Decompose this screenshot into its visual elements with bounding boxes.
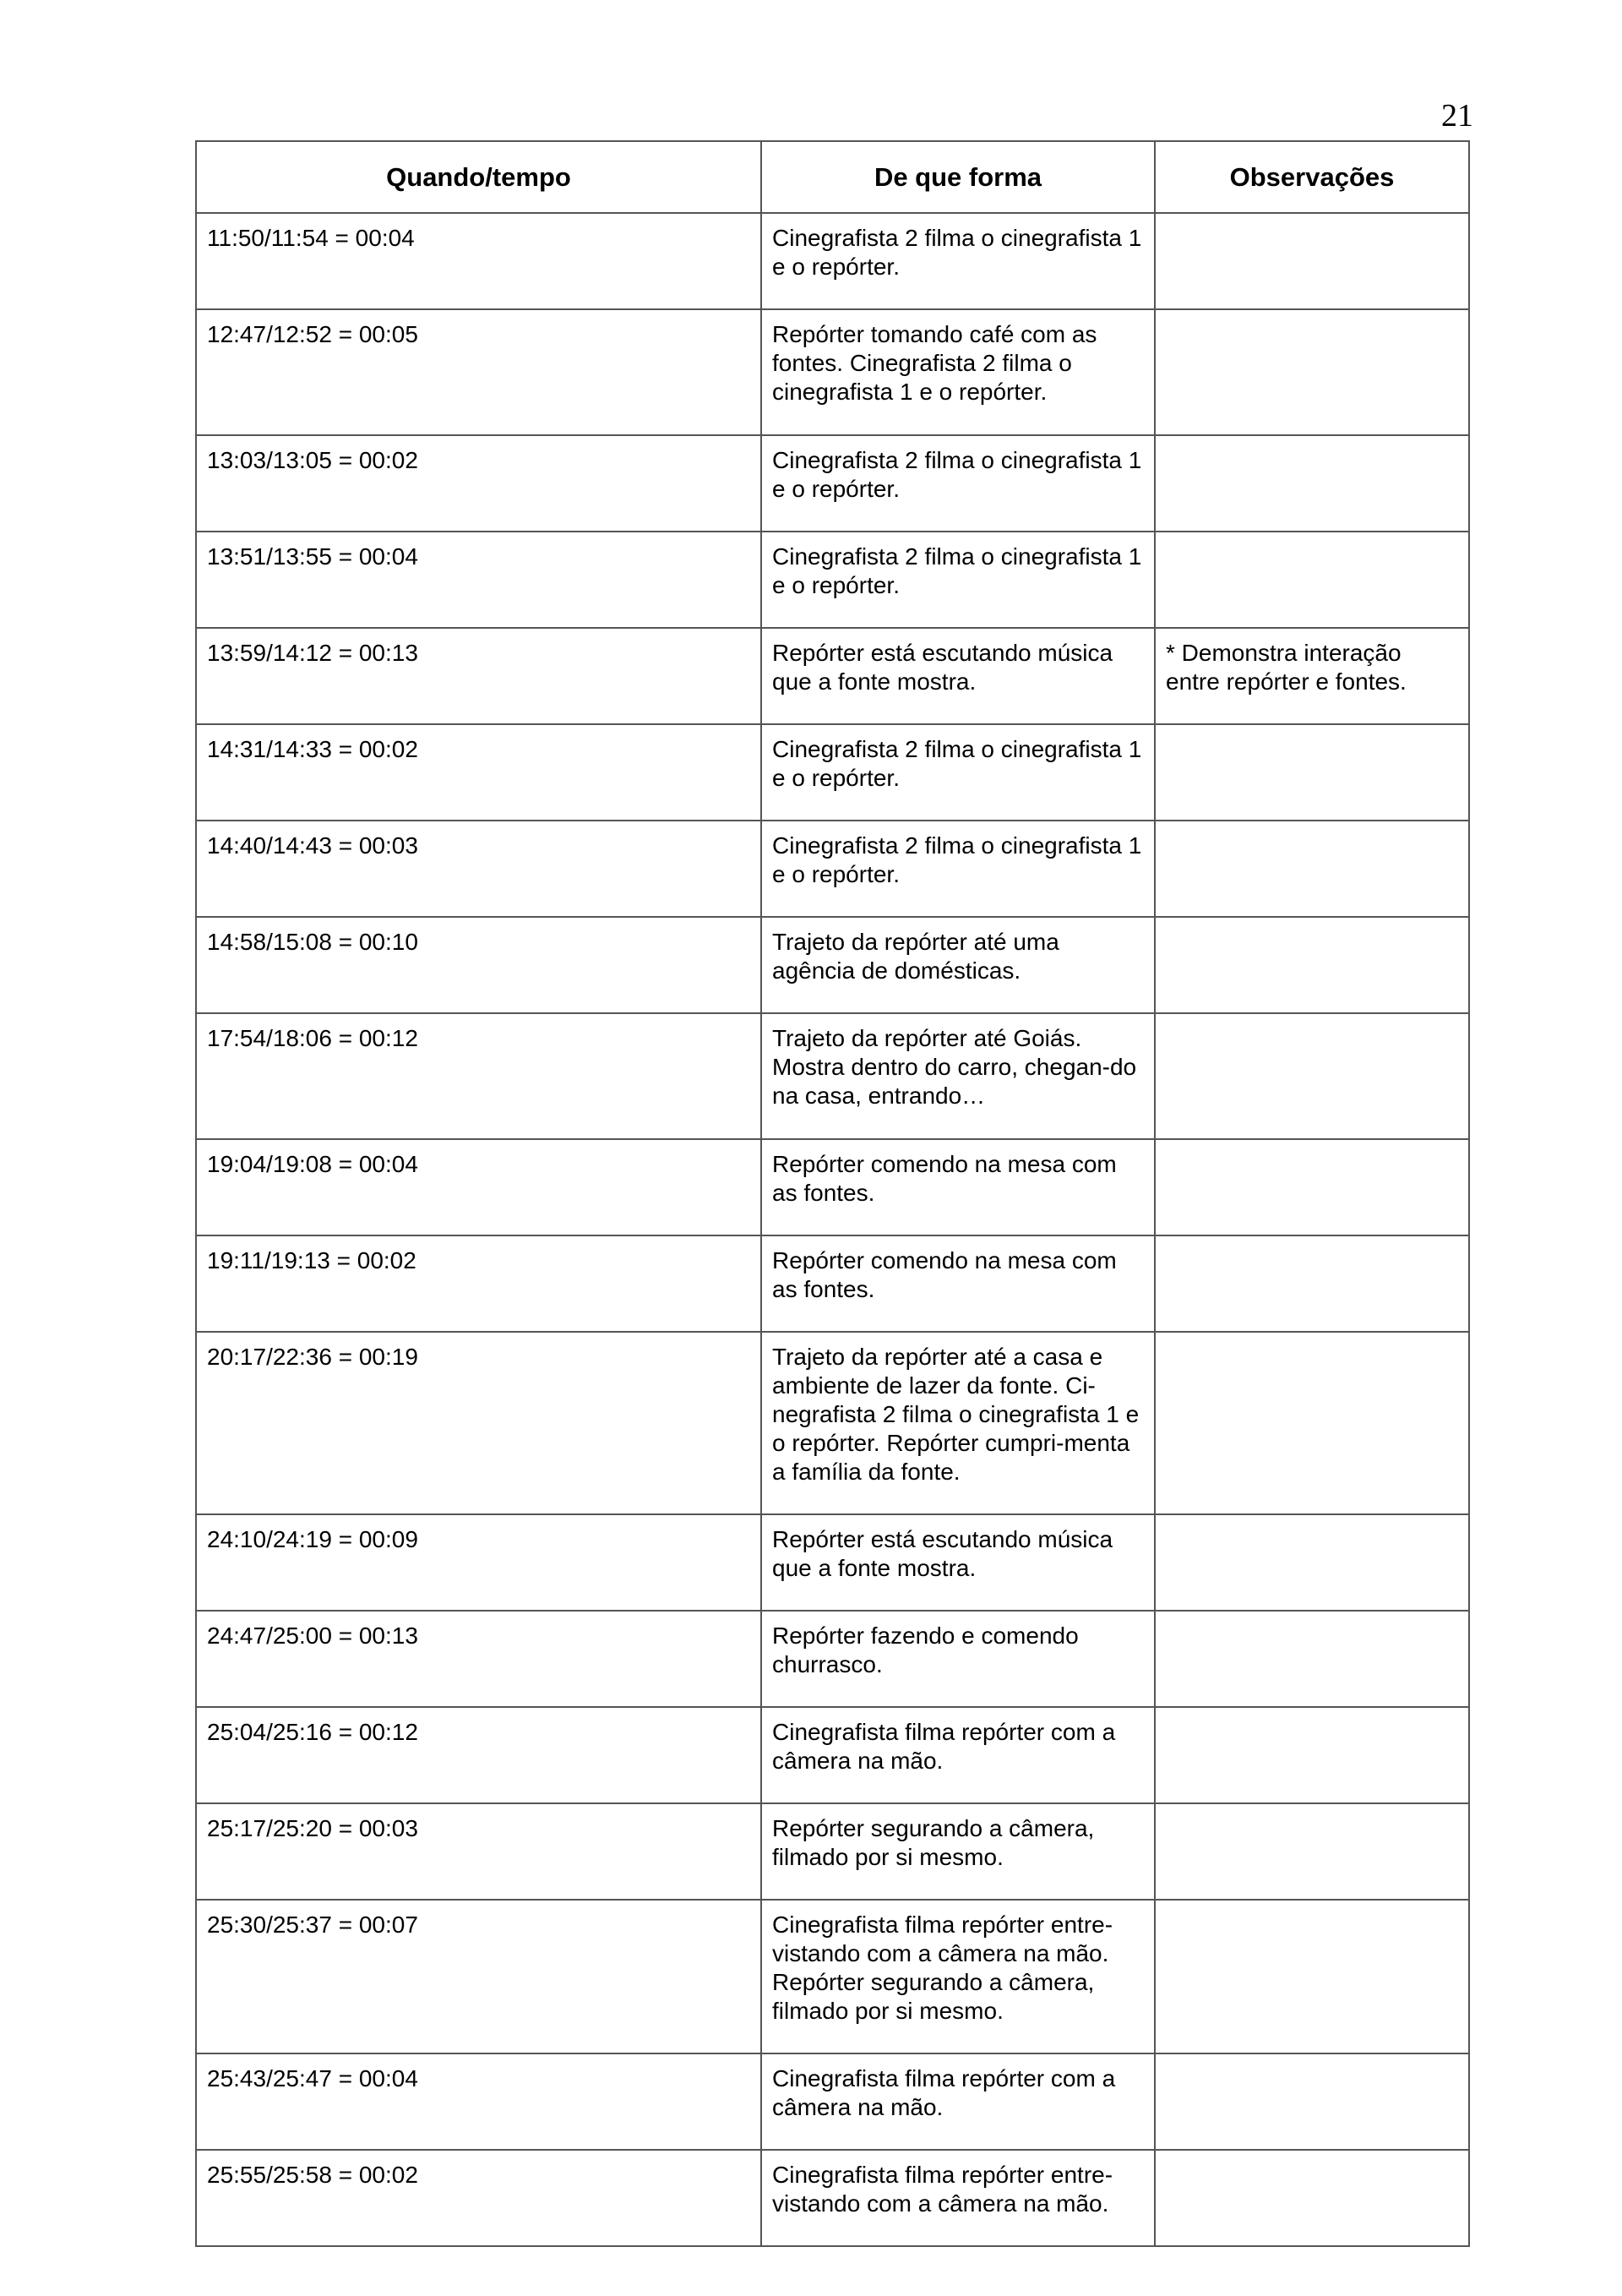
cell-form: Repórter comendo na mesa com as fontes. (761, 1139, 1155, 1235)
cell-form: Cinegrafista 2 filma o cinegrafista 1 e o repórter. (761, 435, 1155, 532)
cell-notes (1155, 435, 1469, 532)
cell-time: 24:10/24:19 = 00:09 (196, 1514, 761, 1611)
cell-notes (1155, 532, 1469, 628)
table-row (196, 724, 1469, 821)
table-row (196, 821, 1469, 917)
cell-notes (1155, 1235, 1469, 1332)
cell-time: 19:11/19:13 = 00:02 (196, 1235, 761, 1332)
cell-notes (1155, 1139, 1469, 1235)
cell-time: 11:50/11:54 = 00:04 (196, 213, 761, 309)
table-row (196, 309, 1469, 435)
cell-form: Cinegrafista 2 filma o cinegrafista 1 e o repórter. (761, 532, 1155, 628)
table-row (196, 532, 1469, 628)
cell-time: 14:31/14:33 = 00:02 (196, 724, 761, 821)
cell-form: Repórter fazendo e comendo churrasco. (761, 1611, 1155, 1707)
table-row (196, 628, 1469, 724)
table-row (196, 1332, 1469, 1514)
cell-time: 20:17/22:36 = 00:19 (196, 1332, 761, 1514)
cell-notes (1155, 1707, 1469, 1803)
table-row (196, 2150, 1469, 2246)
cell-form: Trajeto da repórter até Goiás. Mostra dentro do carro, chegan-do na casa, entrando… (761, 1013, 1155, 1139)
header-when: Quando/tempo (196, 141, 761, 213)
cell-form: Cinegrafista filma repórter com a câmera na mão. (761, 1707, 1155, 1803)
header-notes: Observações (1155, 141, 1469, 213)
cell-notes (1155, 1803, 1469, 1900)
log-table (195, 140, 1470, 2247)
cell-time: 25:04/25:16 = 00:12 (196, 1707, 761, 1803)
cell-time: 25:43/25:47 = 00:04 (196, 2053, 761, 2150)
cell-notes (1155, 309, 1469, 435)
cell-notes (1155, 1514, 1469, 1611)
cell-notes (1155, 821, 1469, 917)
page-number: 21 (1441, 98, 1473, 134)
cell-form: Cinegrafista filma repórter com a câmera na mão. (761, 2053, 1155, 2150)
cell-form: Trajeto da repórter até a casa e ambiente de lazer da fonte. Ci-negrafista 2 filma o cinegrafista 1 e o repórter. Repórter cumpri-menta a família da fonte. (761, 1332, 1155, 1514)
cell-time: 12:47/12:52 = 00:05 (196, 309, 761, 435)
cell-form: Cinegrafista filma repórter entre-vistando com a câmera na mão. (761, 2150, 1155, 2246)
table-header-row (196, 141, 1469, 213)
table-row (196, 1803, 1469, 1900)
cell-time: 25:55/25:58 = 00:02 (196, 2150, 761, 2246)
cell-notes (1155, 1332, 1469, 1514)
table-row (196, 1235, 1469, 1332)
cell-form: Trajeto da repórter até uma agência de domésticas. (761, 917, 1155, 1013)
table-row (196, 1514, 1469, 1611)
cell-notes (1155, 213, 1469, 309)
cell-time: 13:51/13:55 = 00:04 (196, 532, 761, 628)
cell-time: 17:54/18:06 = 00:12 (196, 1013, 761, 1139)
cell-time: 24:47/25:00 = 00:13 (196, 1611, 761, 1707)
cell-time: 13:03/13:05 = 00:02 (196, 435, 761, 532)
table-row (196, 1139, 1469, 1235)
table-row (196, 1013, 1469, 1139)
cell-form: Repórter está escutando música que a fonte mostra. (761, 1514, 1155, 1611)
cell-time: 25:17/25:20 = 00:03 (196, 1803, 761, 1900)
cell-notes (1155, 2150, 1469, 2246)
cell-notes: * Demonstra interação entre repórter e fontes. (1155, 628, 1469, 724)
table-row (196, 917, 1469, 1013)
cell-notes (1155, 1013, 1469, 1139)
table-row (196, 1707, 1469, 1803)
table-row (196, 1900, 1469, 2053)
table-row (196, 213, 1469, 309)
cell-notes (1155, 2053, 1469, 2150)
header-how: De que forma (761, 141, 1155, 213)
cell-form: Cinegrafista 2 filma o cinegrafista 1 e o repórter. (761, 213, 1155, 309)
table-row (196, 435, 1469, 532)
cell-form: Cinegrafista 2 filma o cinegrafista 1 e o repórter. (761, 724, 1155, 821)
cell-form: Cinegrafista filma repórter entre-vistando com a câmera na mão. Repórter segurando a câmera, filmado por si mesmo. (761, 1900, 1155, 2053)
cell-form: Repórter tomando café com as fontes. Cinegrafista 2 filma o cinegrafista 1 e o repórter. (761, 309, 1155, 435)
cell-form: Repórter comendo na mesa com as fontes. (761, 1235, 1155, 1332)
cell-form: Repórter está escutando música que a fonte mostra. (761, 628, 1155, 724)
cell-time: 13:59/14:12 = 00:13 (196, 628, 761, 724)
cell-notes (1155, 1900, 1469, 2053)
table-row (196, 2053, 1469, 2150)
cell-notes (1155, 917, 1469, 1013)
cell-notes (1155, 1611, 1469, 1707)
table-row (196, 1611, 1469, 1707)
cell-time: 25:30/25:37 = 00:07 (196, 1900, 761, 2053)
cell-notes (1155, 724, 1469, 821)
cell-form: Repórter segurando a câmera, filmado por si mesmo. (761, 1803, 1155, 1900)
cell-form: Cinegrafista 2 filma o cinegrafista 1 e o repórter. (761, 821, 1155, 917)
cell-time: 14:58/15:08 = 00:10 (196, 917, 761, 1013)
cell-time: 19:04/19:08 = 00:04 (196, 1139, 761, 1235)
table-body (196, 213, 1469, 2246)
cell-time: 14:40/14:43 = 00:03 (196, 821, 761, 917)
